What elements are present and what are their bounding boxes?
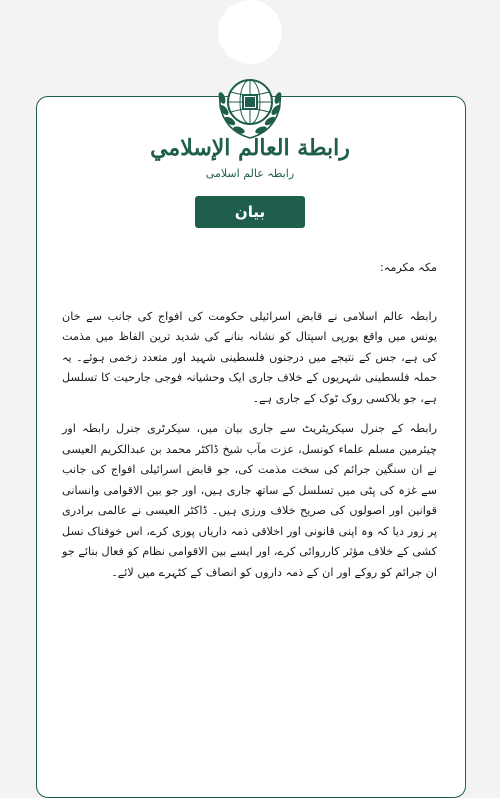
paragraph-1: رابطہ عالم اسلامی نے قابض اسرائیلی حکومت کی افواج کی جانب سے خان یونس میں واقع یورپی اسپتال کو نشانہ بنانے کی شدید ترین الفاظ میں مذمت کی ہے، جس کے نتیجے میں درجنوں فلسطینی شہید اور متعدد زخمی ہوئے۔ یہ حملہ فلسطینی شہریوں کے خلاف جاری ایک وحشیانہ فوجی جارحیت کا تسلسل ہے، جو بلاکسی روک ٹوک کے جاری ہے۔: [62, 309, 437, 405]
org-name-urdu: رابطہ عالم اسلامی: [205, 167, 295, 180]
logo-backdrop: [218, 0, 282, 64]
dateline-place: مکہ مکرمہ:: [380, 261, 437, 274]
statement-body: [62, 258, 437, 593]
paragraph-2: رابطہ کے جنرل سیکریٹریٹ سے جاری بیان میں، سیکرٹری جنرل رابطہ اور چیئرمین مسلم علماء کونسل، عزت مآب شیخ ڈاکٹر محمد بن عبدالکریم العیسی نے ان سنگین جرائم کی سخت مذمت کی، جو قابض اسرائیلی افواج کی جانب سے غزہ کی پٹی میں تسلسل کے ساتھ جاری ہیں، اور جو بین الاقوامی وانسانی قوانین اور اصولوں کی صریح خلاف ورزی ہیں۔ ڈاکٹر العیسی نے عالمی برادری پر زور دیا کہ وہ اپنی قانونی اور اخلاقی ذمہ داریاں پوری کرے، اس خوفناک نسل کشی کے خلاف مؤثر کارروائی کرے، اور ایسے بین الاقوامی نظام کو فعال بنائے جو ان جرائم کو روکے اور ان کے ذمہ داروں کو انصاف کے کٹہرے میں لائے۔: [62, 422, 437, 579]
statement-badge: بیان: [195, 196, 305, 228]
org-name-arabic: رابطة العالم الإسلامي: [150, 135, 350, 161]
